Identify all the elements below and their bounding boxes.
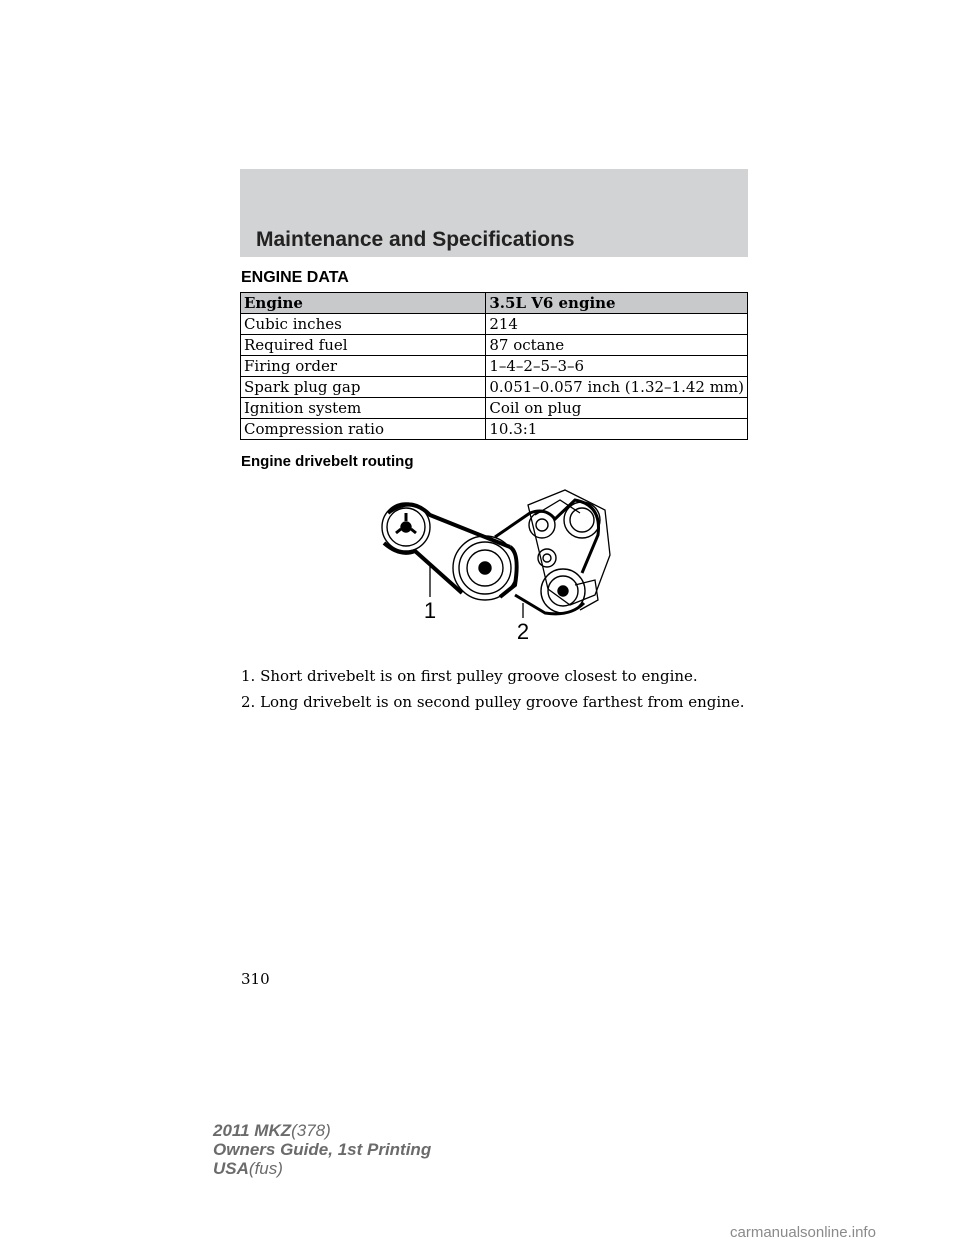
- callout-1: 1: [423, 598, 437, 623]
- page-header-title: Maintenance and Specifications: [256, 228, 575, 251]
- table-cell: Coil on plug: [486, 398, 748, 419]
- footer-guide: Owners Guide, 1st Printing: [213, 1140, 432, 1159]
- section-title: ENGINE DATA: [241, 269, 349, 286]
- table-row: [241, 419, 748, 440]
- watermark: carmanualsonline.info: [730, 1224, 876, 1241]
- callout-2: 2: [516, 619, 530, 644]
- footer: [213, 1121, 431, 1178]
- table-cell: Cubic inches: [241, 314, 486, 335]
- page-number: 310: [241, 970, 270, 988]
- table-cell: 1–4–2–5–3–6: [486, 356, 748, 377]
- table-cell: Firing order: [241, 356, 486, 377]
- table-cell: Compression ratio: [241, 419, 486, 440]
- table-cell: Required fuel: [241, 335, 486, 356]
- note-1: 1. Short drivebelt is on first pulley groove closest to engine.: [241, 667, 698, 685]
- table-header-row: [241, 293, 748, 314]
- short-drivebelt: [384, 504, 517, 597]
- drivebelt-diagram: [370, 485, 620, 655]
- table-row: [241, 335, 748, 356]
- table-cell: 10.3:1: [486, 419, 748, 440]
- engine-data-table: [240, 292, 748, 440]
- footer-region-code: (fus): [248, 1159, 283, 1178]
- table-header-cell: Engine: [241, 293, 486, 314]
- table-row: [241, 314, 748, 335]
- table-cell: 0.051–0.057 inch (1.32–1.42 mm): [486, 377, 748, 398]
- note-2: 2. Long drivebelt is on second pulley groove farthest from engine.: [241, 693, 745, 711]
- table-header-cell: 3.5L V6 engine: [486, 293, 748, 314]
- table-cell: Spark plug gap: [241, 377, 486, 398]
- diagram-title: Engine drivebelt routing: [241, 453, 414, 470]
- table-cell: 87 octane: [486, 335, 748, 356]
- table-cell: Ignition system: [241, 398, 486, 419]
- table-row: [241, 398, 748, 419]
- footer-region: USA: [213, 1159, 249, 1178]
- table-row: [241, 377, 748, 398]
- long-drivebelt: [495, 500, 599, 614]
- table-row: [241, 356, 748, 377]
- footer-code: (378): [291, 1121, 331, 1140]
- upper-pulley: [564, 502, 600, 538]
- table-cell: 214: [486, 314, 748, 335]
- footer-model: 2011 MKZ: [213, 1121, 292, 1140]
